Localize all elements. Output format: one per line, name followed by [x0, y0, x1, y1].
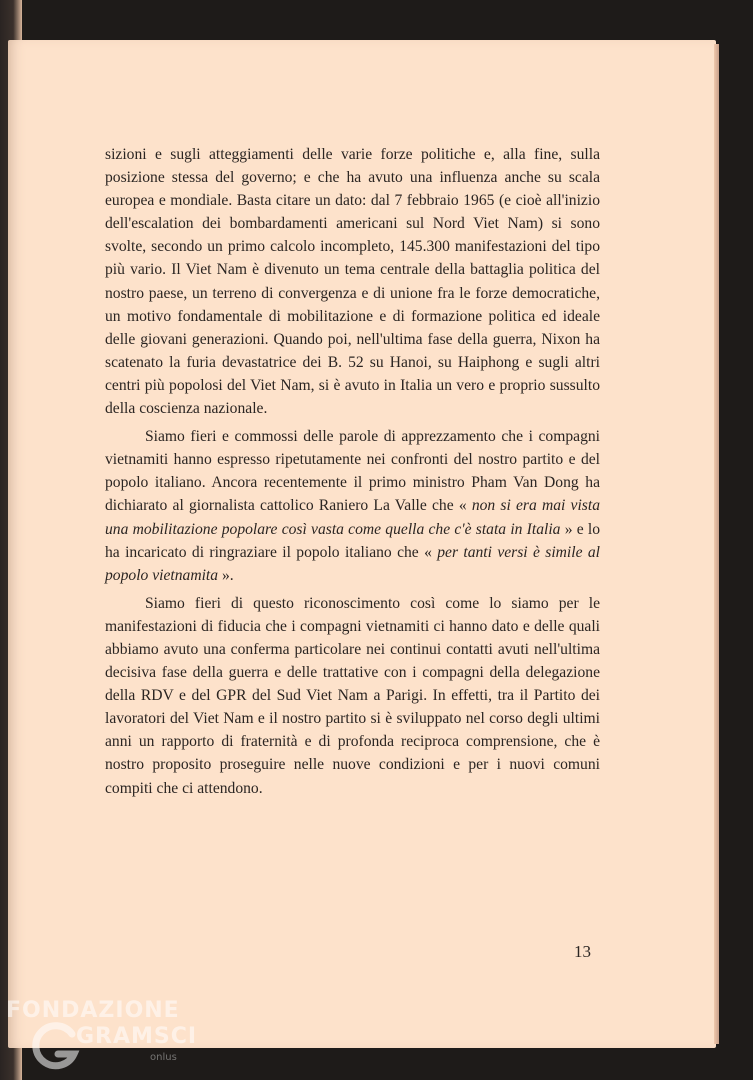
text-run: » e lo ha incaricato di ringraziare il popolo italiano che «: [105, 520, 600, 561]
watermark-line1: FONDAZIONE: [6, 998, 180, 1023]
text-run: Siamo fieri e commossi delle parole di apprezzamento che i compagni vietnamiti hanno espresso ripetutamente nei confronti del nostro partito e del popolo italiano. Ancora recentemente il primo ministro Pham Van Dong ha dichiarato al giornalista cattolico Raniero La Valle che «: [105, 428, 600, 515]
page-edge: [714, 44, 719, 1044]
paragraph-1: [105, 143, 600, 420]
page-number: 13: [574, 942, 591, 961]
quoted-text: per tanti versi è simile al popolo vietnamita: [105, 543, 601, 584]
gramsci-g-logo-icon: [28, 1020, 82, 1072]
paragraph-2: [105, 425, 600, 587]
text-run: ».: [218, 566, 234, 584]
text-run: sizioni e sugli atteggiamenti delle varie forze politiche e, alla fine, sulla posizione stessa del governo; e che ha avuto una influenza anche su scala europea e mondiale. Basta citare un dato: dal 7 febbraio 1965 (e cioè all'inizio dell'escalation dei bombardamenti americani sul Nord Viet Nam) si sono svolte, secondo un primo calcolo incompleto, 145.300 manifestazioni del tipo più vario. Il Viet Nam è divenuto un tema centrale della battaglia politica del nostro paese, un terreno di convergenza e di unione fra le forze democratiche, un motivo fondamentale di mobilitazione e di formazione politica ed ideale delle giovani generazioni. Quando poi, nell'ultima fase della guerra, Nixon ha scatenato la furia devastatrice dei B. 52 su Hanoi, su Haiphong e sugli altri centri più popolosi del Viet Nam, si è avuto in Italia un vero e proprio sussulto della coscienza nazionale.: [105, 146, 600, 418]
watermark-suffix: onlus: [150, 1052, 177, 1063]
quoted-text: non si era mai vista una mobilitazione popolare così vasta come quella che c'è stata in Italia: [105, 497, 601, 538]
paragraph-3: [105, 592, 600, 800]
watermark-line2: GRAMSCI: [76, 1024, 198, 1049]
body-text: [105, 143, 600, 800]
text-run: Siamo fieri di questo riconoscimento così come lo siamo per le manifestazioni di fiducia che i compagni vietnamiti ci hanno dato e delle quali abbiamo avuto una conferma particolare nei continui contatti avuti nell'ultima decisiva fase della guerra e delle trattative con i compagni della delegazione della RDV e del GPR del Sud Viet Nam a Parigi. In effetti, tra il Partito dei lavoratori del Viet Nam e il nostro partito si è sviluppato nel corso degli ultimi anni un rapporto di fraternità e di profonda reciproca comprensione, che è nostro proposito proseguire nelle nuove condizioni e per i nuovi comuni compiti che ci attendono.: [105, 594, 600, 797]
watermark: [4, 996, 204, 1076]
